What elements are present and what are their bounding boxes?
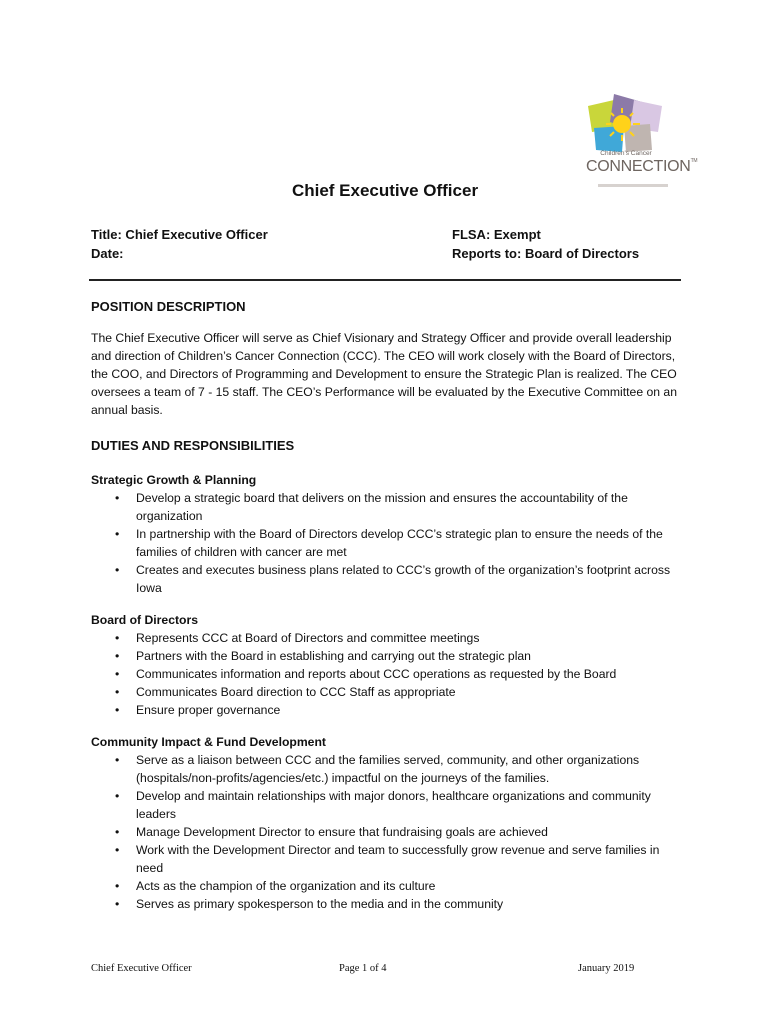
flsa-field: FLSA: Exempt [452, 227, 541, 242]
list-item: • Ensure proper governance [91, 701, 681, 719]
list-item: • Creates and executes business plans related to CCC’s growth of the organization’s footprint across Iowa [91, 561, 681, 597]
header-divider [89, 279, 681, 281]
section-title-board-of-directors: Board of Directors [91, 613, 198, 627]
list-item: • Represents CCC at Board of Directors and committee meetings [91, 629, 681, 647]
section-title-strategic-growth: Strategic Growth & Planning [91, 473, 257, 487]
document-body [91, 298, 681, 913]
logo-org-line1: Children's Cancer [600, 150, 652, 157]
duties-heading: DUTIES AND RESPONSIBILITIES [91, 438, 295, 453]
logo-trademark: TM [690, 158, 698, 164]
list-item: • Develop a strategic board that delivers on the mission and ensures the accountability of the organization [91, 489, 681, 525]
list-item: • Serve as a liaison between CCC and the families served, community, and other organizations (hospitals/non-profits/agencies/etc.) impactful on the journeys of the families. [91, 751, 681, 787]
list-item: • Serves as primary spokesperson to the media and in the community [91, 895, 681, 913]
date-field: Date: [91, 246, 124, 261]
footer-document-name: Chief Executive Officer [91, 963, 192, 974]
board-of-directors-list [91, 629, 681, 719]
sun-logo-icon [584, 92, 668, 152]
list-item: • Acts as the champion of the organization and its culture [91, 877, 681, 895]
list-item: • In partnership with the Board of Directors develop CCC’s strategic plan to ensure the needs of the families of children with cancer are met [91, 525, 681, 561]
footer-date: January 2019 [578, 963, 635, 974]
strategic-growth-list [91, 489, 681, 597]
list-item: • Develop and maintain relationships with major donors, healthcare organizations and community leaders [91, 787, 681, 823]
reports-to-field: Reports to: Board of Directors [452, 246, 640, 261]
footer-page-number: Page 1 of 4 [339, 963, 387, 974]
list-item: • Communicates information and reports about CCC operations as requested by the Board [91, 665, 681, 683]
list-item: • Manage Development Director to ensure that fundraising goals are achieved [91, 823, 681, 841]
position-description-heading: POSITION DESCRIPTION [91, 299, 246, 314]
list-item: • Work with the Development Director and team to successfully grow revenue and serve families in need [91, 841, 681, 877]
job-meta-left [91, 225, 268, 263]
list-item: • Communicates Board direction to CCC Staff as appropriate [91, 683, 681, 701]
community-impact-list [91, 751, 681, 913]
position-description-text: The Chief Executive Officer will serve as Chief Visionary and Strategy Officer and provide overall leadership and direction of Children’s Cancer Connection (CCC). The CEO will work closely with the Board of Directors, the COO, and Directors of Programming and Development to ensure the Strategic Plan is realized. The CEO oversees a team of 7 - 15 staff. The CEO’s Performance will be evaluated by the Executive Committee on an annual basis. [91, 331, 677, 417]
logo-wordmark [586, 158, 697, 176]
section-title-community-impact: Community Impact & Fund Development [91, 735, 326, 749]
document-title: Chief Executive Officer [291, 181, 479, 200]
list-item: • Partners with the Board in establishing and carrying out the strategic plan [91, 647, 681, 665]
job-meta-right [452, 225, 639, 263]
logo-org-line2: CONNECTION [586, 158, 691, 175]
title-field: Title: Chief Executive Officer [91, 227, 268, 242]
organization-logo [584, 92, 698, 192]
